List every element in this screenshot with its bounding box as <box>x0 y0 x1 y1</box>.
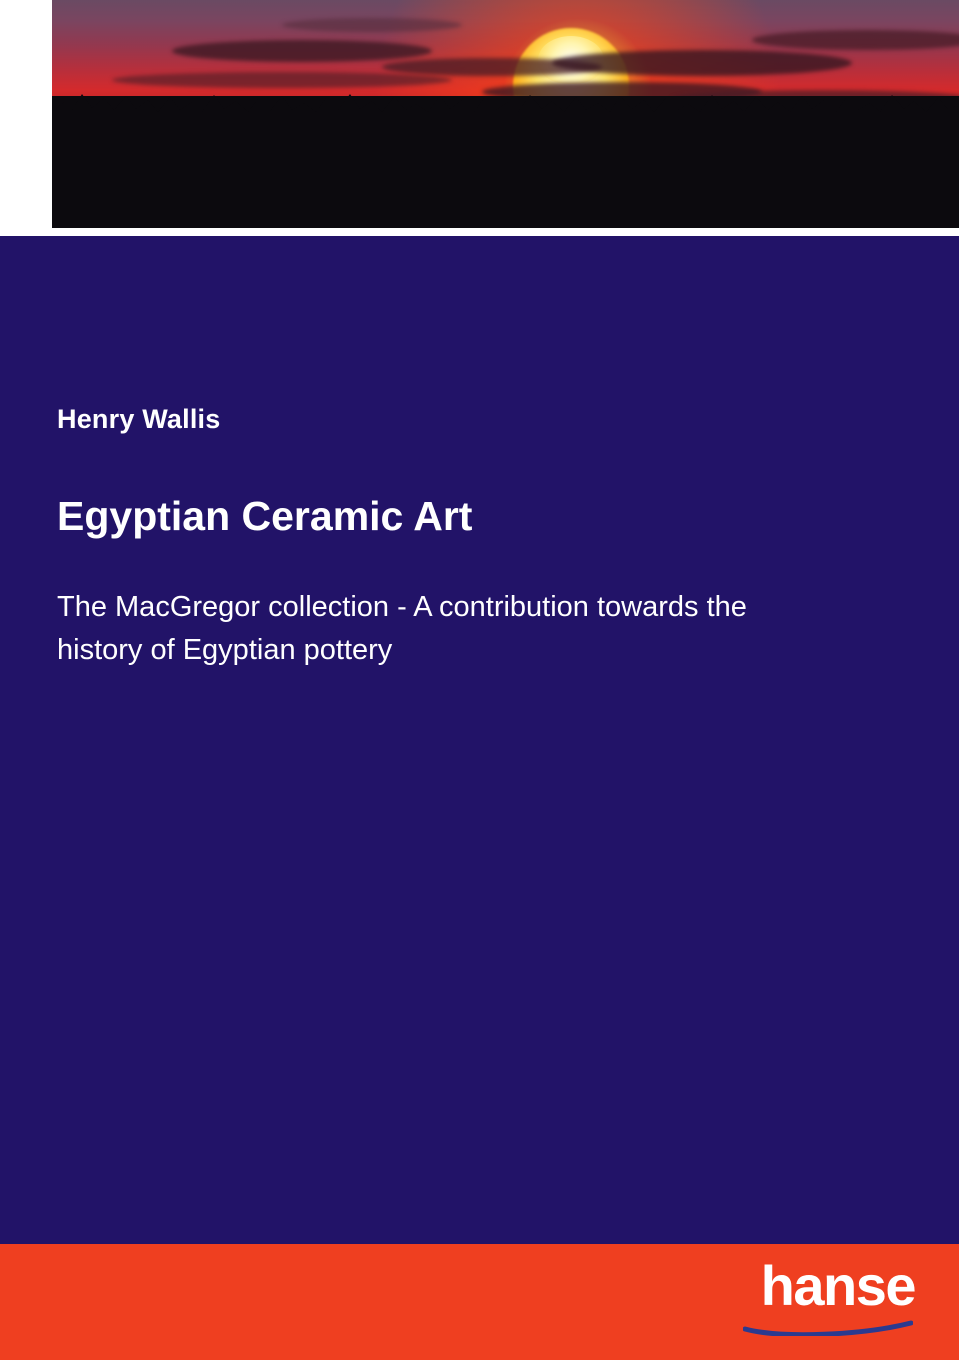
logo-swoosh-icon <box>743 1320 913 1336</box>
cloud-shape <box>172 40 432 62</box>
cloud-shape <box>282 18 462 32</box>
cover-photo <box>52 0 959 228</box>
book-title: Egyptian Ceramic Art <box>57 493 473 539</box>
cloud-shape <box>552 50 852 76</box>
book-subtitle: The MacGregor collection - A contribution towards the history of Egyptian pottery <box>57 591 747 666</box>
publisher-logo <box>725 1254 915 1342</box>
treeline-silhouette <box>52 84 959 134</box>
publisher-name: hanse <box>760 1254 915 1317</box>
cover-body <box>0 236 959 1244</box>
author-name: Henry Wallis <box>57 404 221 434</box>
